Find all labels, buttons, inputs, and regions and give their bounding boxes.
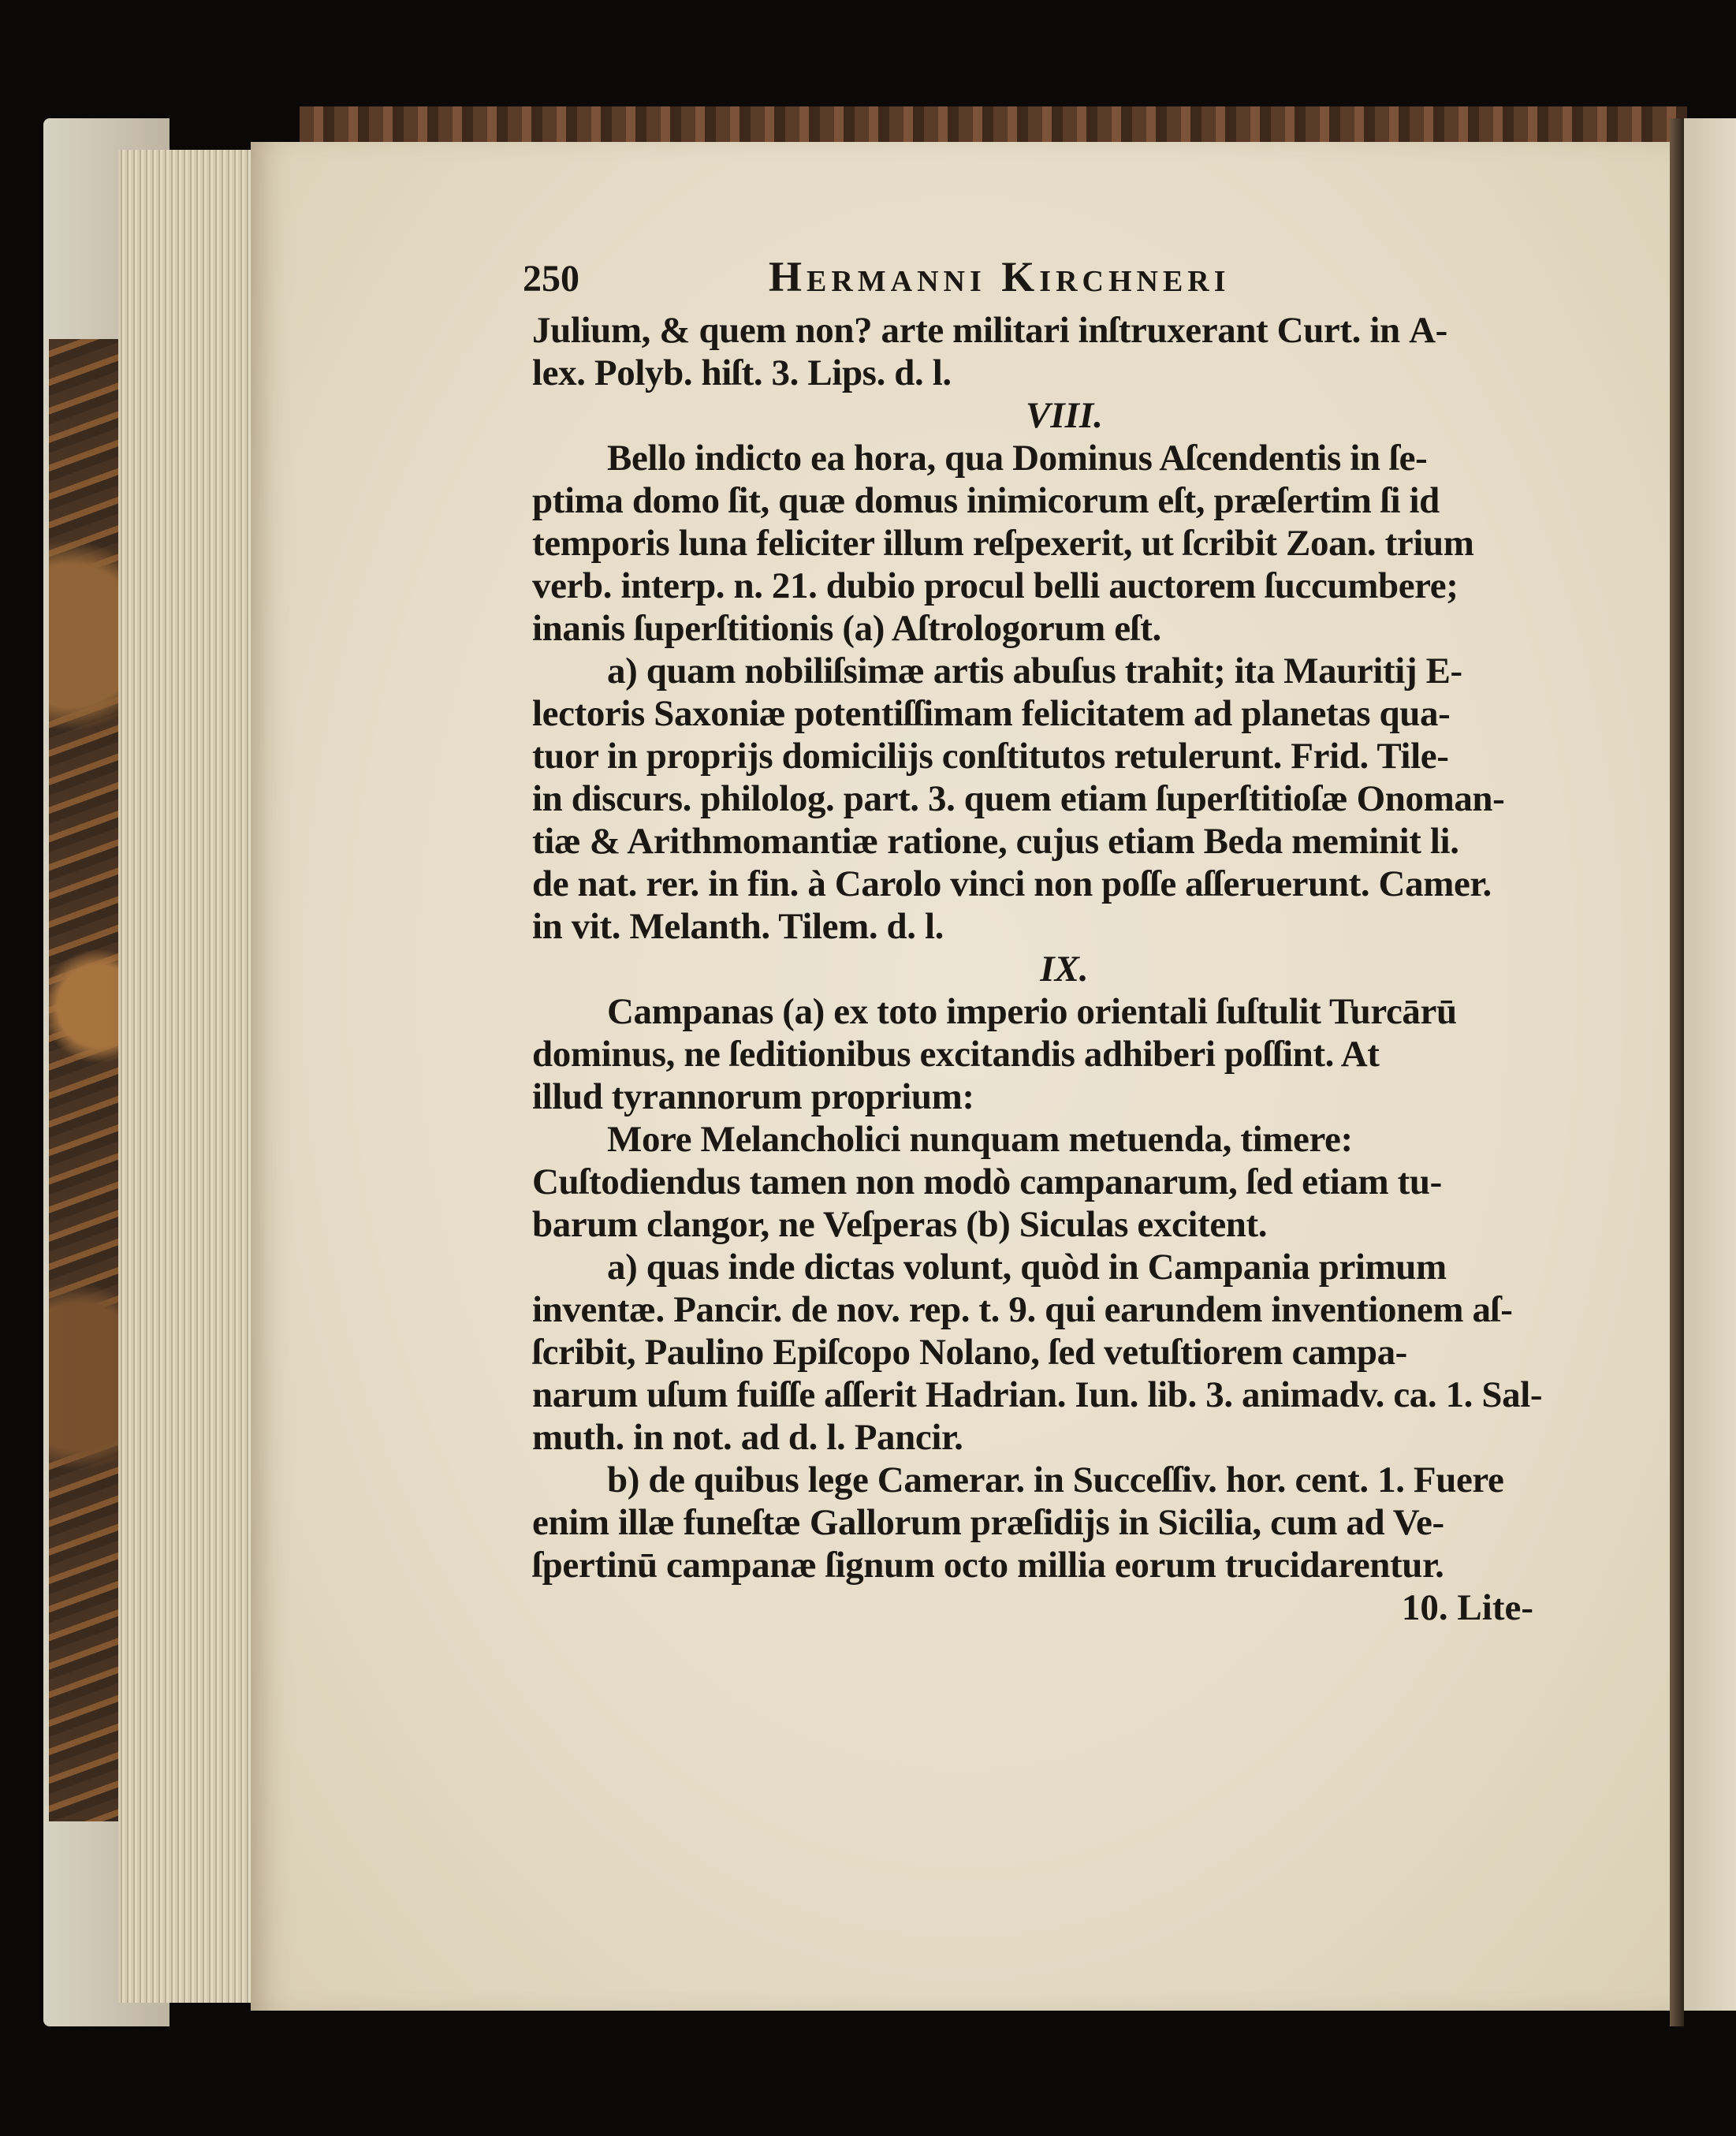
text-line: ptima domo ſit, quæ domus inimicorum eſt, præſertim ſi id [532, 480, 1440, 521]
marbled-endpaper [49, 339, 120, 1821]
section-number: IX. [1040, 949, 1089, 990]
text-line: inanis ſuperſtitionis (a) Aſtrologorum eſt. [532, 608, 1161, 649]
binding-top-edge [300, 106, 1687, 144]
page-number: 250 [523, 258, 579, 300]
text-line: Cuſtodiendus tamen non modò campanarum, ſed etiam tu- [532, 1161, 1442, 1202]
text-line: lex. Polyb. hiſt. 3. Lips. d. l. [532, 352, 952, 393]
text-line: in discurs. philolog. part. 3. quem etiam ſuperſtitioſæ Onoman- [532, 778, 1505, 819]
text-line: b) de quibus lege Camerar. in Succeſſiv. hor. cent. 1. Fuere [607, 1459, 1504, 1500]
text-line: Bello indicto ea hora, qua Dominus Aſcendentis in ſe- [607, 438, 1428, 479]
page-header [523, 252, 1549, 309]
text-line: Campanas (a) ex toto imperio orientali ſuſtulit Turcārū [607, 991, 1457, 1032]
text-line: illud tyrannorum proprium: [532, 1076, 974, 1117]
section-number: VIII. [1026, 395, 1103, 436]
facing-page-edge [1684, 118, 1736, 2011]
text-line: dominus, ne ſeditionibus excitandis adhiberi poſſint. At [532, 1034, 1380, 1075]
text-line: narum uſum fuiſſe aſſerit Hadrian. Iun. lib. 3. animadv. ca. 1. Sal- [532, 1374, 1543, 1415]
text-line: temporis luna feliciter illum reſpexerit, ut ſcribit Zoan. trium [532, 523, 1474, 564]
text-line: verb. interp. n. 21. dubio procul belli auctorem ſuccumbere; [532, 565, 1458, 606]
text-line: tiæ & Arithmomantiæ ratione, cujus etiam Beda meminit li. [532, 821, 1459, 862]
text-line: muth. in not. ad d. l. Pancir. [532, 1417, 963, 1458]
text-line: enim illæ funeſtæ Gallorum præſidijs in Sicilia, cum ad Ve- [532, 1502, 1444, 1543]
text-line: a) quas inde dictas volunt, quòd in Campania primum [607, 1247, 1447, 1288]
text-line: ſpertinū campanæ ſignum octo millia eorum trucidarentur. [532, 1545, 1444, 1586]
text-line: a) quam nobiliſsimæ artis abuſus trahit; ita Mauritij E- [607, 650, 1462, 691]
text-line: ſcribit, Paulino Epiſcopo Nolano, ſed vetuſtiorem campa- [532, 1332, 1407, 1373]
body-lines [532, 309, 1549, 1586]
text-line: tuor in proprijs domicilijs conſtitutos retulerunt. Frid. Tile- [532, 736, 1449, 777]
text-line: de nat. rer. in fin. à Carolo vinci non poſſe aſſeruerunt. Camer. [532, 863, 1492, 904]
text-line: Julium, & quem non? arte militari inſtruxerant Curt. in Α- [532, 310, 1447, 351]
text-line: in vit. Melanth. Tilem. d. l. [532, 906, 944, 947]
text-line: barum clangor, ne Veſperas (b) Siculas excitent. [532, 1204, 1268, 1245]
running-head: Hermanni Kirchneri [769, 253, 1231, 300]
page-stack-edges [118, 150, 252, 2003]
catchword: 10. Lite- [1401, 1587, 1533, 1628]
text-line: More Melancholici nunquam metuenda, timere: [607, 1119, 1353, 1160]
text-line: lectoris Saxoniæ potentiſſimam felicitatem ad planetas qua- [532, 693, 1451, 734]
page-text-block [523, 252, 1549, 1629]
text-line: inventæ. Pancir. de nov. rep. t. 9. qui earundem inventionem aſ- [532, 1289, 1513, 1330]
book-gutter [1670, 118, 1684, 2026]
